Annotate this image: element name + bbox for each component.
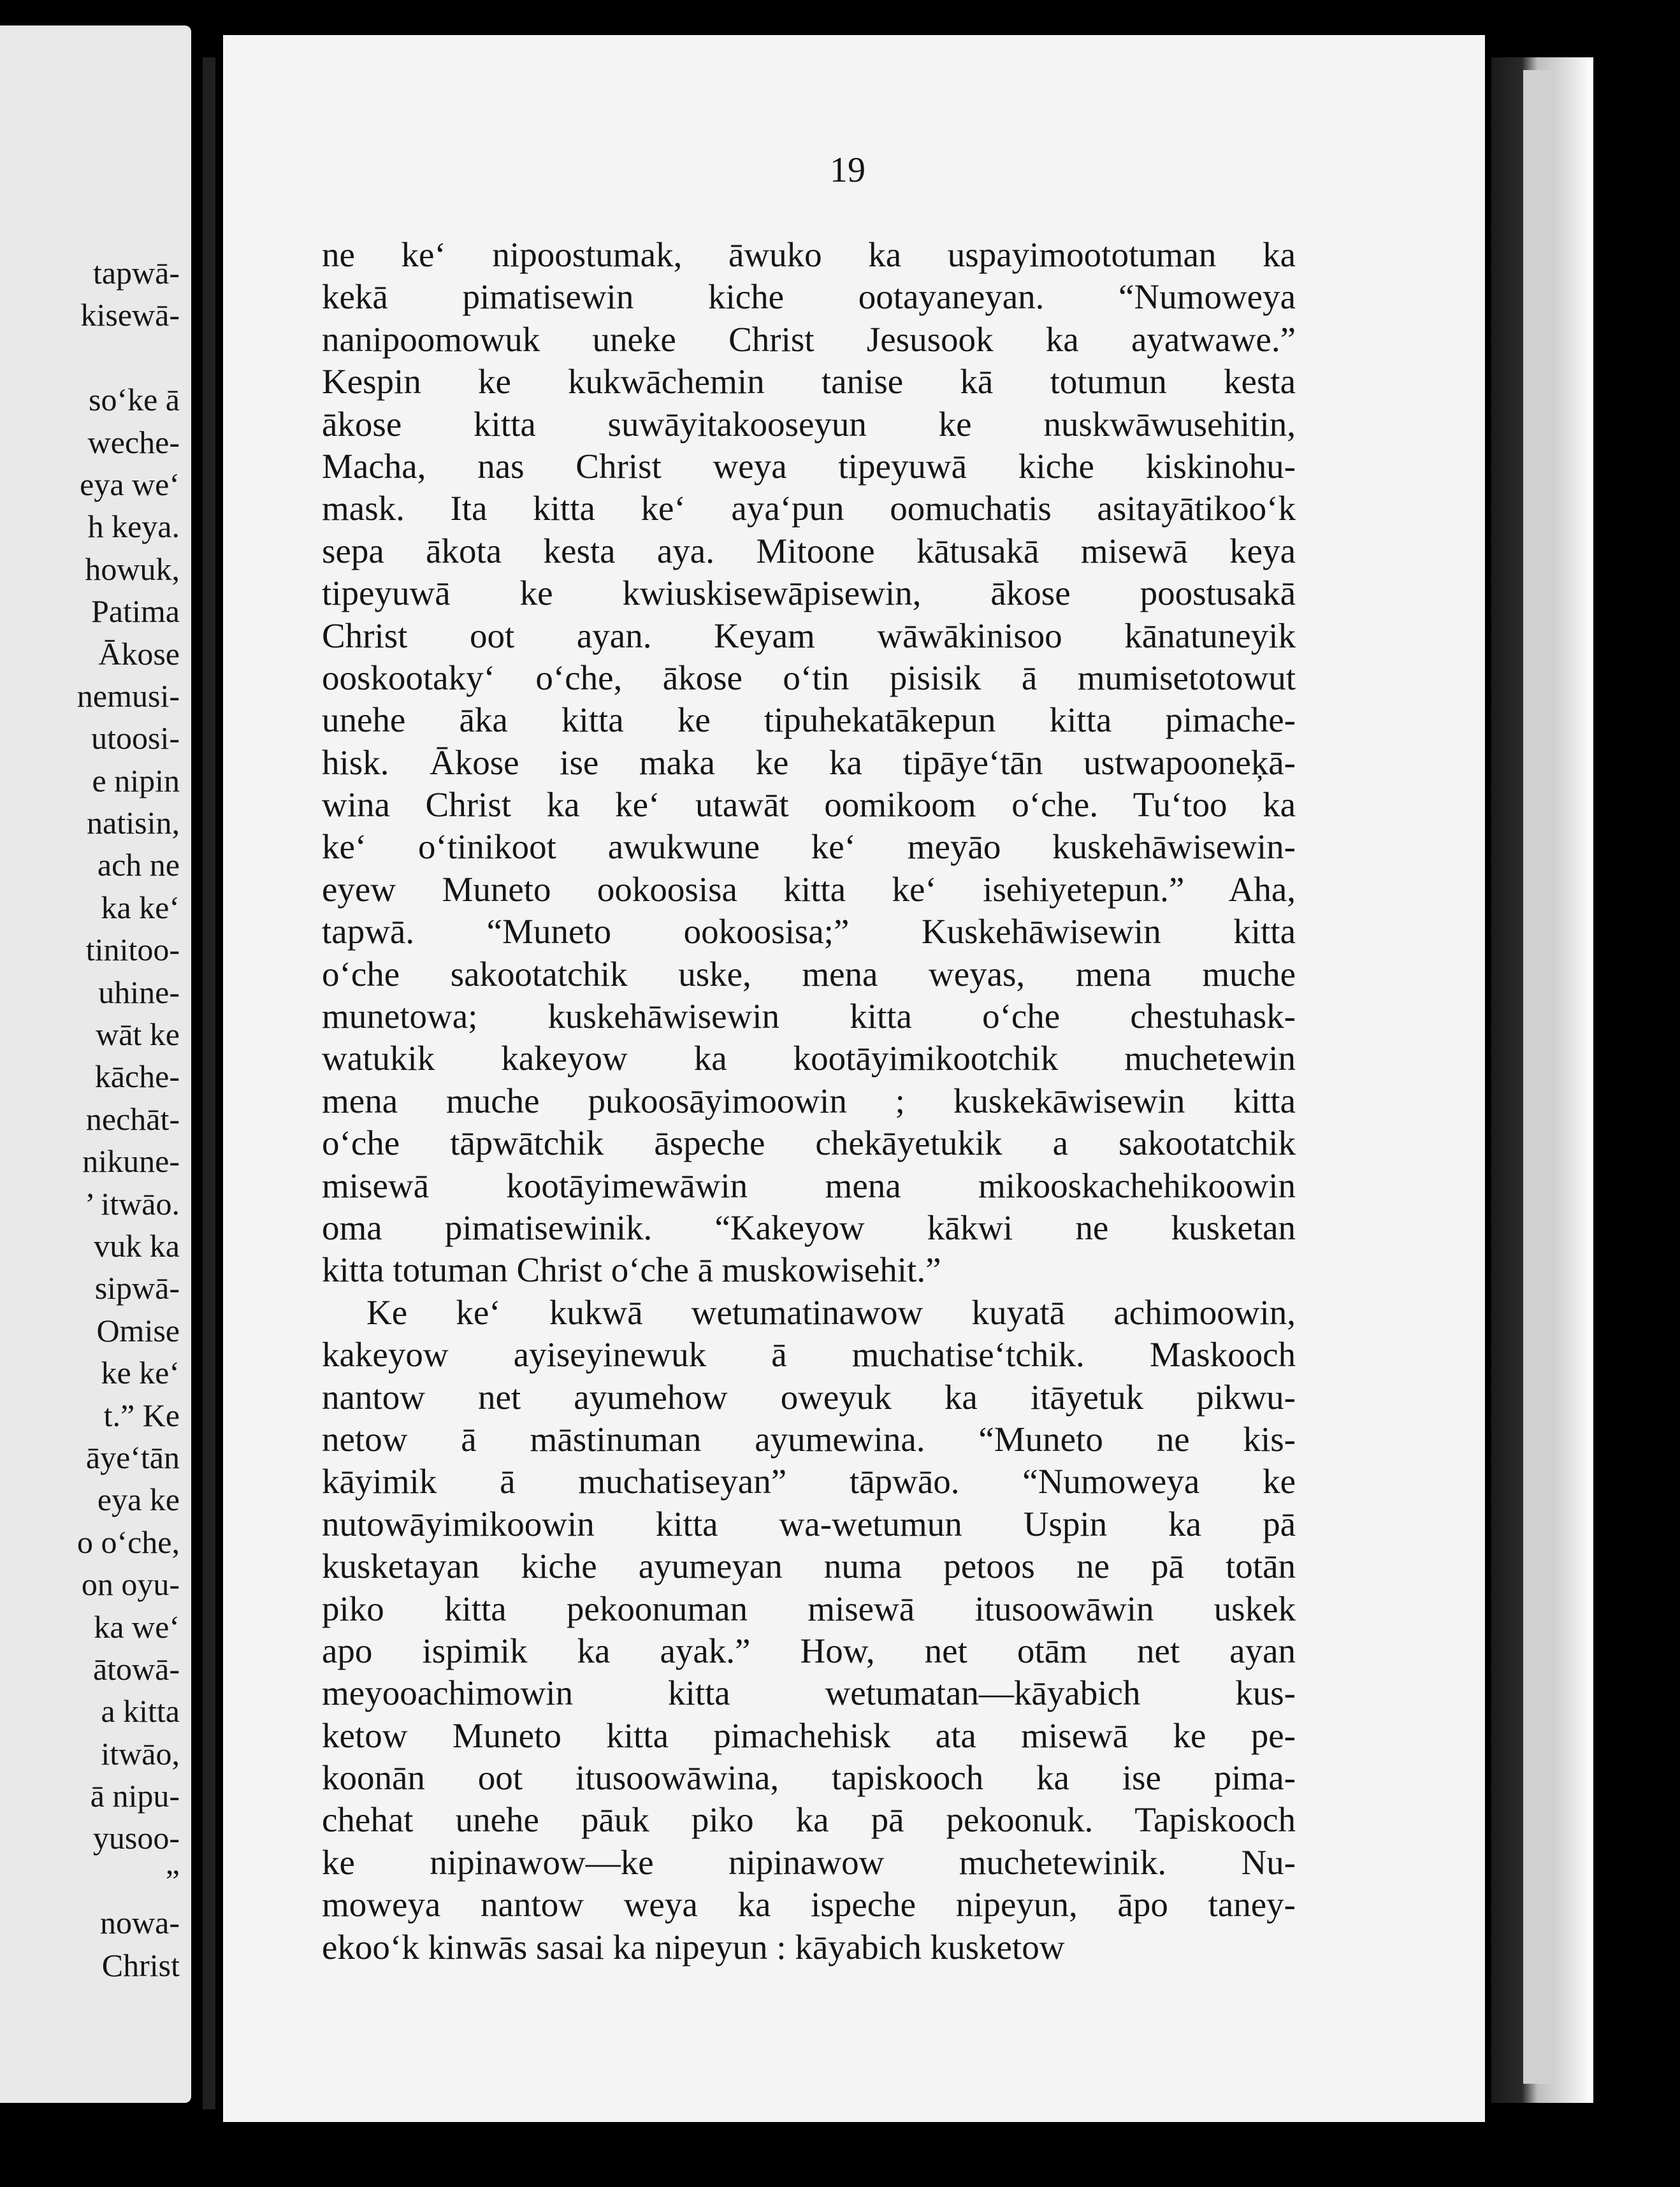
text-line: kekā pimatisewin kiche ootayaneyan. “Numoweya xyxy=(322,277,1296,317)
text-line: ooskootaky‘ o‘che, ākose o‘tin pisisik ā mumisetotowut xyxy=(322,658,1296,697)
left-page-line: nemusi- xyxy=(76,677,180,714)
text-line: o‘che tāpwātchik āspeche chekāyetukik a sakootatchik xyxy=(322,1123,1296,1163)
text-line: netow ā māstinuman ayumewina. “Muneto ne kis- xyxy=(322,1419,1296,1459)
text-line: piko kitta pekoonuman misewā itusoowāwin uskek xyxy=(322,1589,1296,1628)
text-line: hisk. Ākose ise maka ke ka tipāye‘tān ustwapooneķā- xyxy=(322,742,1296,782)
page-number: 19 xyxy=(830,150,865,190)
text-line: meyooachimowin kitta wetumatan—kāyabich kus- xyxy=(322,1673,1296,1713)
text-line: ke nipinawow—ke nipinawow muchetewinik. Nu- xyxy=(322,1842,1296,1882)
page-body-text xyxy=(322,234,1296,1968)
left-page-line: itwāo, xyxy=(101,1735,180,1772)
text-line: Christ oot ayan. Keyam wāwākinisoo kānatuneyik xyxy=(322,616,1296,655)
text-line: nantow net ayumehow oweyuk ka itāyetuk pikwu- xyxy=(322,1377,1296,1417)
left-page-line: nowa- xyxy=(100,1905,180,1941)
text-line: misewā kootāyimewāwin mena mikooskachehikoowin xyxy=(322,1166,1296,1205)
left-page xyxy=(0,25,191,2103)
left-page-line: ka we‘ xyxy=(94,1608,180,1645)
left-page-line: Ākose xyxy=(98,635,180,672)
left-page-line: h keya. xyxy=(87,509,180,545)
left-page-line: uhine- xyxy=(98,974,180,1010)
left-page-line: a kitta xyxy=(101,1693,180,1729)
left-page-line: ā nipu- xyxy=(90,1778,180,1814)
text-line: koonān oot itusoowāwina, tapiskooch ka ise pima- xyxy=(322,1758,1296,1798)
text-line: tapwā. “Muneto ookoosisa;” Kuskehāwisewin kitta xyxy=(322,912,1296,951)
text-line: eyew Muneto ookoosisa kitta ke‘ isehiyetepun.” Aha, xyxy=(322,869,1296,909)
right-page xyxy=(223,35,1485,2122)
text-line: chehat unehe pāuk piko ka pā pekoonuk. Tapiskooch xyxy=(322,1800,1296,1840)
left-page-line: tinitoo- xyxy=(85,932,180,968)
text-line: kāyimik ā muchatiseyan” tāpwāo. “Numoweya ke xyxy=(322,1462,1296,1501)
text-line: ke‘ o‘tinikoot awukwune ke‘ meyāo kuskehāwisewin- xyxy=(322,827,1296,867)
left-page-line: o o‘che, xyxy=(76,1524,180,1560)
book-gutter xyxy=(203,57,215,2109)
text-line: nanipoomowuk uneke Christ Jesusook ka ayatwawe.” xyxy=(322,319,1296,359)
text-line: tipeyuwā ke kwiuskisewāpisewin, ākose poostusakā xyxy=(322,574,1296,613)
left-page-line: t.” Ke xyxy=(103,1397,180,1433)
left-page-line: so‘ke ā xyxy=(89,382,180,418)
left-page-line: ke ke‘ xyxy=(101,1355,180,1391)
text-line: wina Christ ka ke‘ utawāt oomikoom o‘che. Tu‘too ka xyxy=(322,785,1296,825)
left-page-line: ach ne xyxy=(97,847,180,883)
left-page-line: eya we‘ xyxy=(80,466,180,502)
left-page-line: nechāt- xyxy=(85,1101,180,1137)
left-page-line xyxy=(0,336,180,379)
text-line: o‘che sakootatchik uske, mena weyas, mena muche xyxy=(322,954,1296,993)
left-page-line: eya ke xyxy=(97,1482,180,1518)
left-page-line: āye‘tān xyxy=(85,1439,180,1475)
page-edges-inner xyxy=(1523,70,1552,2084)
text-line: ne ke‘ nipoostumak, āwuko ka uspayimoototuman ka xyxy=(322,235,1296,274)
text-line: unehe āka kitta ke tipuhekatākepun kitta pimache- xyxy=(322,700,1296,740)
left-page-line: weche- xyxy=(87,424,180,460)
left-page-line: ” xyxy=(165,1862,180,1898)
left-page-line: kāche- xyxy=(94,1058,180,1095)
left-page-line: howuk, xyxy=(85,551,180,587)
text-line: mena muche pukoosāyimoowin ; kuskekāwisewin kitta xyxy=(322,1081,1296,1120)
text-line: nutowāyimikoowin kitta wa-wetumun Uspin ka pā xyxy=(322,1504,1296,1543)
left-page-line: Omise xyxy=(96,1312,180,1348)
left-page-text xyxy=(0,252,180,1986)
left-page-line: tapwā- xyxy=(92,255,180,291)
left-page-line: utoosi- xyxy=(91,720,180,756)
left-page-line: e nipin xyxy=(92,762,180,798)
text-line: apo ispimik ka ayak.” How, net otām net ayan xyxy=(322,1631,1296,1670)
text-line: watukik kakeyow ka kootāyimikootchik muchetewin xyxy=(322,1039,1296,1078)
left-page-line: kisewā- xyxy=(80,297,180,333)
text-line: ekoo‘k kinwās sasai ka nipeyun : kāyabich kusketow xyxy=(322,1927,1065,1967)
left-page-line: wāt ke xyxy=(96,1016,180,1053)
left-page-line: nikune- xyxy=(82,1143,180,1180)
left-page-line: ātowā- xyxy=(92,1650,180,1687)
text-line: ākose kitta suwāyitakooseyun ke nuskwāwusehitin, xyxy=(322,404,1296,444)
text-line: sepa ākota kesta aya. Mitoone kātusakā misewā keya xyxy=(322,531,1296,570)
text-line: Ke ke‘ kukwā wetumatinawow kuyatā achimoowin, xyxy=(366,1292,1296,1332)
text-line: kakeyow ayiseyinewuk ā muchatise‘tchik. Maskooch xyxy=(322,1335,1296,1375)
text-line: Macha, nas Christ weya tipeyuwā kiche kiskinohu- xyxy=(322,446,1296,486)
text-line: ketow Muneto kitta pimachehisk ata misewā ke pe- xyxy=(322,1715,1296,1755)
left-page-line: yusoo- xyxy=(92,1820,180,1856)
text-line: mask. Ita kitta ke‘ aya‘pun oomuchatis asitayātikoo‘k xyxy=(322,489,1296,528)
text-line: Kespin ke kukwāchemin tanise kā totumun kesta xyxy=(322,362,1296,401)
left-page-line: Patima xyxy=(91,593,180,630)
text-line: kusketayan kiche ayumeyan numa petoos ne pā totān xyxy=(322,1547,1296,1586)
left-page-line: Christ xyxy=(101,1947,180,1983)
text-line: moweya nantow weya ka ispeche nipeyun, āpo taney- xyxy=(322,1885,1296,1924)
text-line: oma pimatisewinik. “Kakeyow kākwi ne kusketan xyxy=(322,1208,1296,1247)
left-page-line: sipwā- xyxy=(94,1270,180,1306)
text-line: munetowa; kuskehāwisewin kitta o‘che chestuhask- xyxy=(322,997,1296,1036)
left-page-line: vuk ka xyxy=(94,1227,180,1264)
left-page-line: natisin, xyxy=(87,805,180,841)
left-page-line: ’ itwāo. xyxy=(84,1185,180,1222)
left-page-line: ka ke‘ xyxy=(101,889,180,925)
left-page-line: on oyu- xyxy=(81,1566,180,1603)
text-line: kitta totuman Christ o‘che ā muskowisehit.” xyxy=(322,1250,941,1290)
